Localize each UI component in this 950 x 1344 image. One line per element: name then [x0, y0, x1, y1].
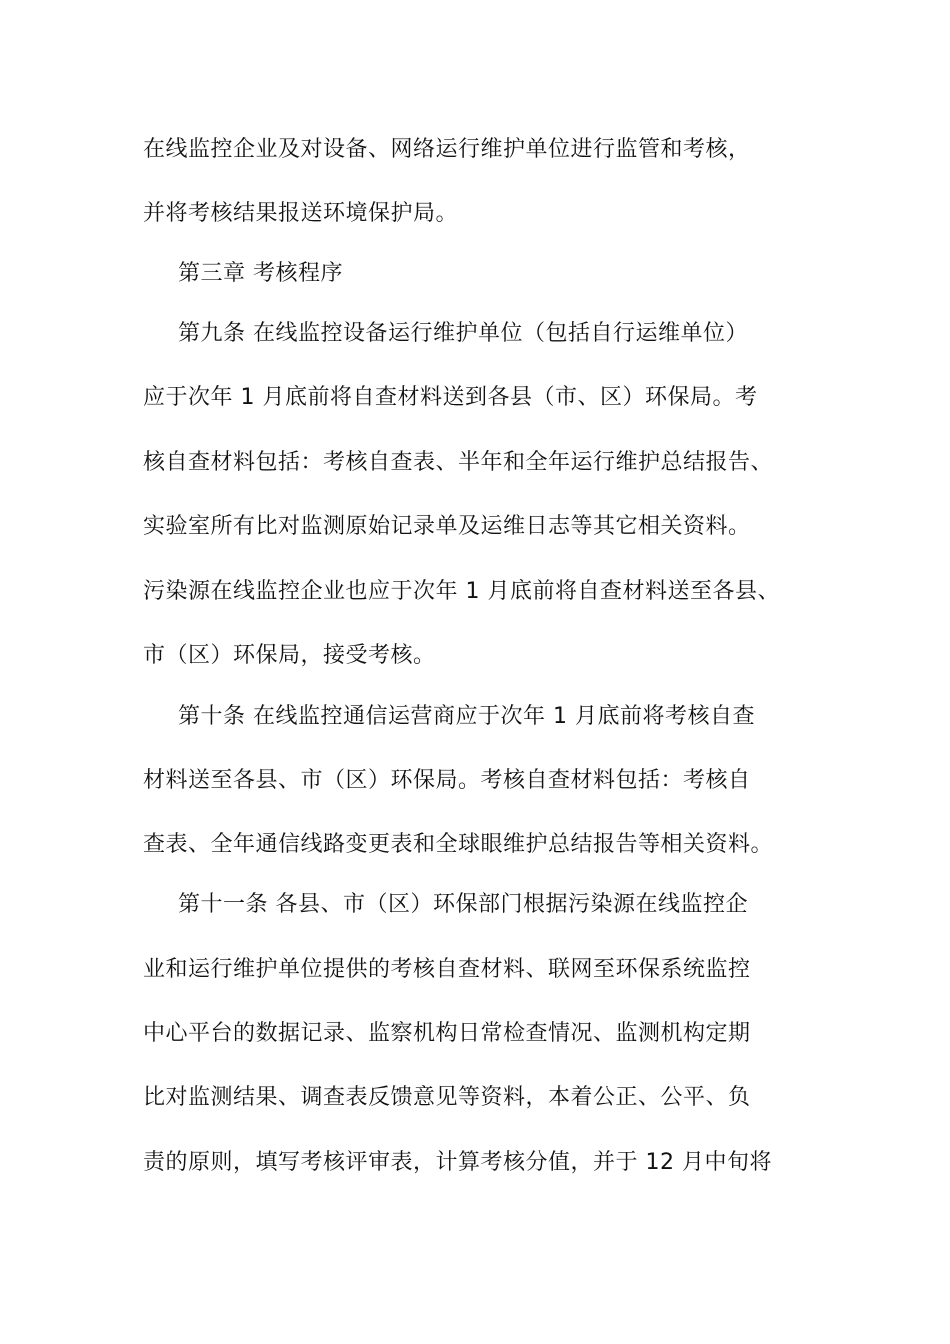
paragraph-line: 查表、全年通信线路变更表和全球眼维护总结报告等相关资料。 [143, 832, 774, 857]
paragraph-line: 并将考核结果报送环境保护局。 [143, 201, 459, 226]
paragraph-line: 应于次年 1 月底前将自查材料送到各县（市、区）环保局。考 [143, 385, 758, 410]
paragraph-line: 实验室所有比对监测原始记录单及运维日志等其它相关资料。 [143, 514, 751, 539]
paragraph-line: 核自查材料包括：考核自查表、半年和全年运行维护总结报告、 [143, 450, 774, 475]
paragraph-line: 比对监测结果、调查表反馈意见等资料，本着公正、公平、负 [143, 1085, 751, 1110]
paragraph-line: 在线监控企业及对设备、网络运行维护单位进行监管和考核， [143, 137, 751, 162]
article-11-line: 第十一条 各县、市（区）环保部门根据污染源在线监控企 [178, 892, 748, 917]
paragraph-line: 责的原则，填写考核评审表，计算考核分值，并于 12 月中旬将 [143, 1150, 772, 1175]
article-10-line: 第十条 在线监控通信运营商应于次年 1 月底前将考核自查 [178, 704, 755, 729]
paragraph-line: 污染源在线监控企业也应于次年 1 月底前将自查材料送至各县、 [143, 579, 780, 604]
article-9-line: 第九条 在线监控设备运行维护单位（包括自行运维单位） [178, 321, 748, 346]
paragraph-line: 材料送至各县、市（区）环保局。考核自查材料包括：考核自 [143, 768, 751, 793]
chapter-heading: 第三章 考核程序 [178, 261, 343, 286]
paragraph-line: 业和运行维护单位提供的考核自查材料、联网至环保系统监控 [143, 957, 751, 982]
paragraph-line: 市（区）环保局，接受考核。 [143, 643, 436, 668]
paragraph-line: 中心平台的数据记录、监察机构日常检查情况、监测机构定期 [143, 1021, 751, 1046]
